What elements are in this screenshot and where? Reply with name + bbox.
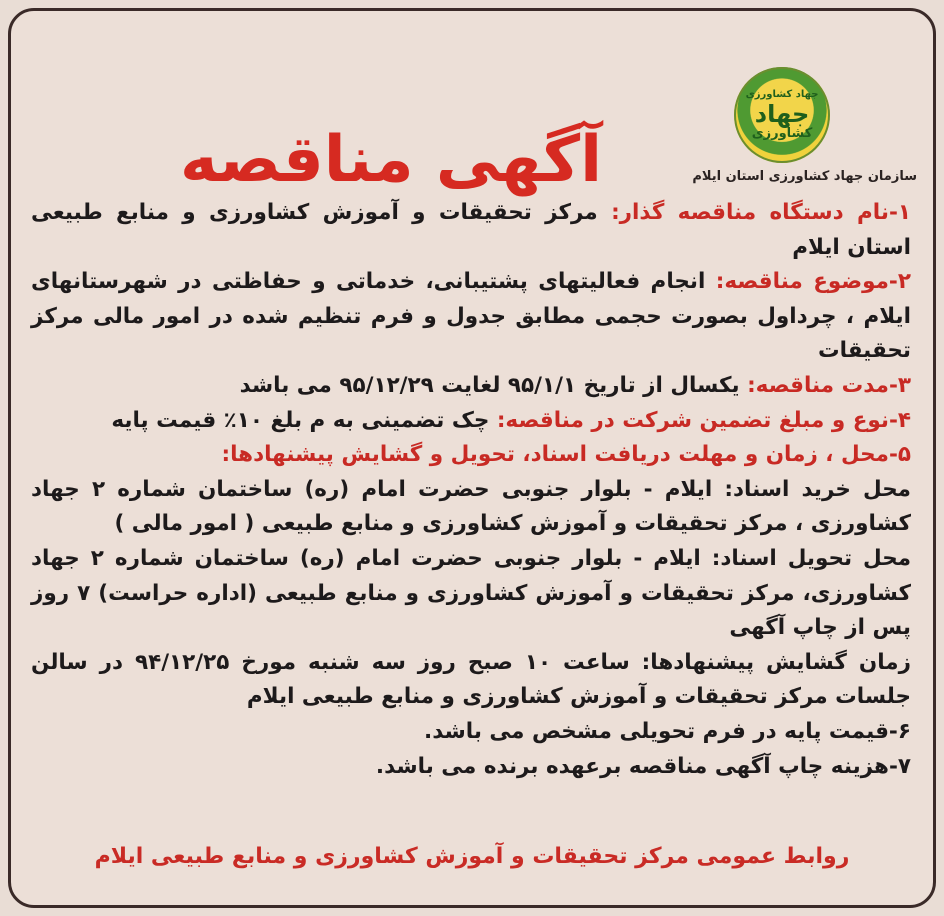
item-5-delivery: محل تحویل اسناد: ایلام - بلوار جنوبی حضرت امام (ره) ساختمان شماره ۲ جهاد کشاورزی، مرکز تحقیقات و آموزش کشاورزی و منابع طبیعی (اداره حراست) ۷ روز پس از چاپ آگهی bbox=[31, 545, 912, 641]
logo-line3: کشاورزی bbox=[751, 126, 813, 141]
item-5-purchase: محل خرید اسناد: ایلام - بلوار جنوبی حضرت امام (ره) ساختمان شماره ۲ جهاد کشاورزی ، مرکز تحقیقات و آموزش کشاورزی و منابع طبیعی ( امور مالی ) bbox=[31, 476, 911, 537]
item-5 bbox=[31, 438, 911, 473]
item-1-label: ۱-نام دستگاه مناقصه گذار: bbox=[611, 200, 911, 225]
public-relations-footer: روابط عمومی مرکز تحقیقات و آموزش کشاورزی و منابع طبیعی ایلام bbox=[94, 844, 850, 869]
item-2 bbox=[31, 265, 911, 369]
item-1-text: مرکز تحقیقات و آموزش کشاورزی و منابع طبیعی استان ایلام bbox=[31, 200, 911, 260]
item-1 bbox=[31, 196, 911, 265]
jahad-keshavarzi-logo-icon bbox=[734, 67, 830, 163]
item-3-label: ۳-مدت مناقصه: bbox=[747, 372, 911, 398]
notice-frame bbox=[8, 8, 936, 908]
item-4-label: ۴-نوع و مبلغ تضمین شرکت در مناقصه: bbox=[496, 407, 911, 433]
notice-title: آگهی مناقصه bbox=[180, 123, 602, 197]
item-5-opening: زمان گشایش پیشنهادها: ساعت ۱۰ صبح روز سه شنبه مورخ ۹۴/۱۲/۲۵ در سالن جلسات مرکز تحقیقات و آموزش کشاورزی و منابع طبیعی ایلام bbox=[31, 649, 911, 710]
item-3 bbox=[31, 369, 911, 404]
item-2-label: ۲-موضوع مناقصه: bbox=[715, 269, 911, 295]
item-6: ۶-قیمت پایه در فرم تحویلی مشخص می باشد. bbox=[424, 718, 911, 744]
logo-line1: جهاد کشاورزی bbox=[745, 89, 819, 100]
item-4-text: چک تضمینی به م بلغ ۱۰٪ قیمت پایه bbox=[111, 407, 497, 433]
item-3-text: یکسال از تاریخ ۹۵/۱/۱ لغایت ۹۵/۱۲/۲۹ می باشد bbox=[239, 372, 748, 398]
item-5-label: ۵-محل ، زمان و مهلت دریافت اسناد، تحویل و گشایش پیشنهادها: bbox=[221, 442, 911, 468]
item-7: ۷-هزینه چاپ آگهی مناقصه برعهده برنده می باشد. bbox=[375, 753, 911, 779]
item-2-text: انجام فعالیتهای پشتیبانی، خدماتی و حفاظتی در شهرستانهای ایلام ، چرداول بصورت حجمی مطابق جدول و فرم تنظیم شده در امور مالی مرکز تحقیقات bbox=[31, 269, 911, 364]
item-4 bbox=[31, 404, 911, 439]
logo-container bbox=[727, 67, 837, 163]
logo-line2: جهاد bbox=[754, 100, 810, 128]
notice-body bbox=[31, 196, 911, 784]
organization-name: سازمان جهاد کشاورزی استان ایلام bbox=[692, 169, 917, 184]
